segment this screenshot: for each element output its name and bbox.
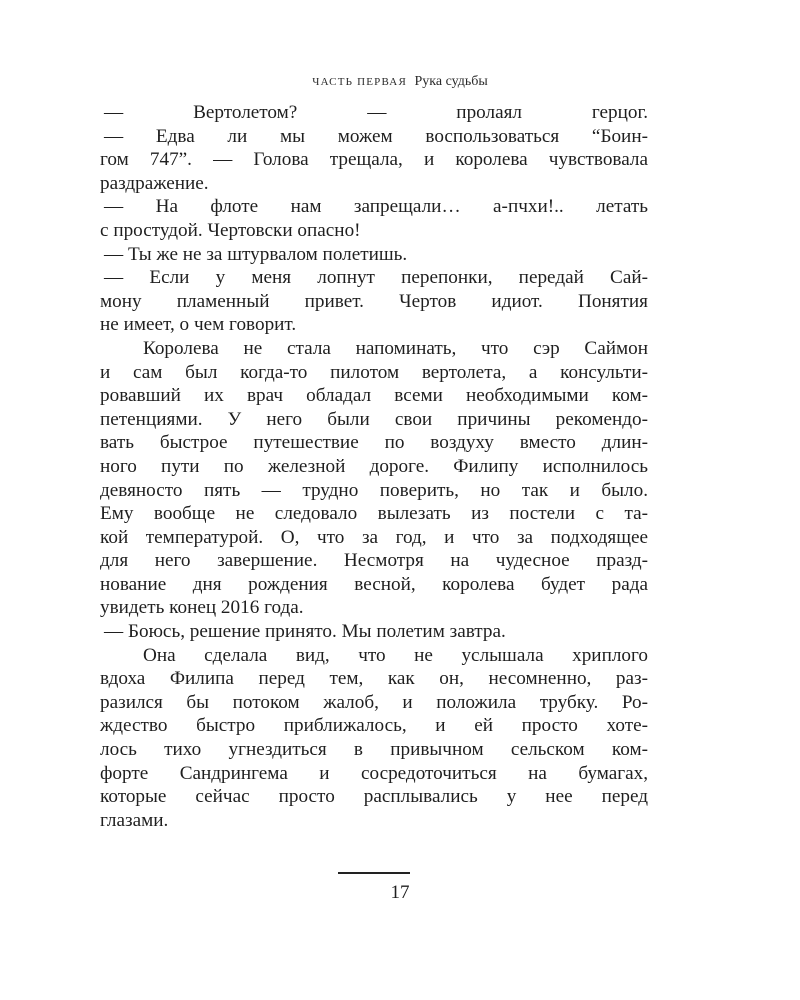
text-line: глазами. bbox=[100, 809, 169, 831]
part-label: ЧАСТЬ ПЕРВАЯ bbox=[312, 76, 407, 88]
book-title: Рука судьбы bbox=[414, 74, 488, 89]
text-line: Она сделала вид, что не услышала хриплого bbox=[143, 644, 648, 666]
text-line: — Если у меня лопнут перепонки, передай Сай- bbox=[104, 267, 648, 289]
text-line: ждество быстро приближалось, и ей просто хоте- bbox=[100, 715, 648, 737]
text-line: которые сейчас просто расплывались у нее перед bbox=[100, 786, 648, 808]
text-line: вать быстрое путешествие по воздуху вместо длин- bbox=[100, 432, 648, 454]
body-text bbox=[100, 101, 648, 832]
text-line: увидеть конец 2016 года. bbox=[100, 597, 304, 619]
text-line: ровавший их врач обладал всеми необходимыми ком- bbox=[100, 385, 648, 407]
text-line: с простудой. Чертовски опасно! bbox=[100, 219, 361, 241]
footer-rule bbox=[338, 872, 410, 874]
text-line: не имеет, о чем говорит. bbox=[100, 314, 297, 336]
text-line: лось тихо угнездиться в привычном сельском ком- bbox=[100, 739, 648, 761]
text-line: петенциями. У него были свои причины рекомендо- bbox=[100, 408, 648, 430]
text-line: — Ты же не за штурвалом полетишь. bbox=[104, 243, 408, 265]
text-line: — Вертолетом? — пролаял герцог. bbox=[104, 102, 648, 123]
text-line: разился бы потоком жалоб, и положила трубку. Ро- bbox=[100, 691, 648, 713]
text-line: раздражение. bbox=[100, 172, 209, 194]
page-number: 17 bbox=[390, 882, 410, 903]
text-line: девяносто пять — трудно поверить, но так и было. bbox=[100, 479, 648, 501]
text-line: — Едва ли мы можем воспользоваться “Боин- bbox=[104, 125, 648, 147]
text-line: Ему вообще не следовало вылезать из постели с та- bbox=[100, 503, 648, 525]
text-line: и сам был когда-то пилотом вертолета, а консульти- bbox=[100, 361, 648, 383]
text-line: вдоха Филипа перед тем, как он, несомненно, раз- bbox=[100, 668, 648, 690]
text-line: — Боюсь, решение принято. Мы полетим завтра. bbox=[104, 621, 506, 643]
text-line: ного пути по железной дороге. Филипу исполнилось bbox=[100, 455, 648, 477]
text-line: — На флоте нам запрещали… а-пчхи!.. летать bbox=[104, 196, 648, 218]
text-line: гом 747”. — Голова трещала, и королева чувствовала bbox=[100, 149, 648, 171]
text-line: кой температурой. О, что за год, и что за подходящее bbox=[100, 526, 648, 548]
text-line: нование дня рождения весной, королева будет рада bbox=[100, 573, 648, 595]
text-line: мону пламенный привет. Чертов идиот. Понятия bbox=[100, 290, 648, 312]
text-line: Королева не стала напоминать, что сэр Саймон bbox=[143, 337, 648, 359]
running-head bbox=[0, 74, 800, 90]
text-line: для него завершение. Несмотря на чудесное празд- bbox=[100, 550, 648, 572]
text-line: форте Сандрингема и сосредоточиться на бумагах, bbox=[100, 762, 648, 784]
